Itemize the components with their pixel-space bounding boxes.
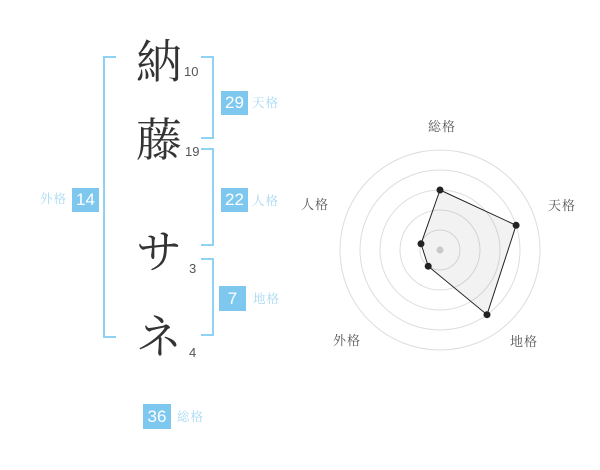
radar-data-point (418, 240, 425, 247)
surname-char-2: 藤 (136, 114, 182, 166)
surname-char-1-stroke-count: 10 (184, 64, 199, 79)
gaikaku-score-badge: 14 (72, 188, 99, 212)
soukaku-score-badge: 36 (143, 404, 171, 429)
given-char-2: ネ (136, 311, 182, 363)
radar-data-polygon (421, 190, 516, 315)
chikaku-bracket (201, 258, 214, 336)
tenkaku-score-badge: 29 (221, 91, 248, 115)
chikaku-score-badge: 7 (219, 286, 246, 311)
chikaku-label: 地格 (253, 292, 281, 306)
given-char-1: サ (136, 226, 182, 278)
soukaku-label: 総格 (177, 410, 205, 424)
radar-axis-label-jinkaku: 人格 (301, 197, 330, 212)
jinkaku-score-badge: 22 (221, 188, 248, 212)
given-char-1-stroke-count: 3 (189, 261, 197, 276)
radar-axis-label-tenkaku: 天格 (548, 198, 577, 213)
radar-data-point (484, 311, 491, 318)
radar-data-point (513, 222, 520, 229)
radar-center-dot (437, 247, 444, 254)
given-char-2-stroke-count: 4 (189, 345, 197, 360)
radar-data-point (437, 187, 444, 194)
gaikaku-label: 外格 (40, 192, 68, 206)
radar-data-point (425, 263, 432, 270)
surname-char-2-stroke-count: 19 (185, 144, 200, 159)
jinkaku-bracket (201, 148, 214, 246)
full-name-bracket (103, 56, 116, 338)
radar-axis-label-gaikaku: 外格 (333, 333, 362, 348)
tenkaku-bracket (201, 56, 214, 139)
radar-axis-label-chikaku: 地格 (510, 334, 539, 349)
surname-char-1: 納 (136, 36, 182, 88)
jinkaku-label: 人格 (252, 194, 280, 208)
radar-axis-label-soukaku: 総格 (428, 119, 457, 134)
tenkaku-label: 天格 (252, 96, 280, 110)
